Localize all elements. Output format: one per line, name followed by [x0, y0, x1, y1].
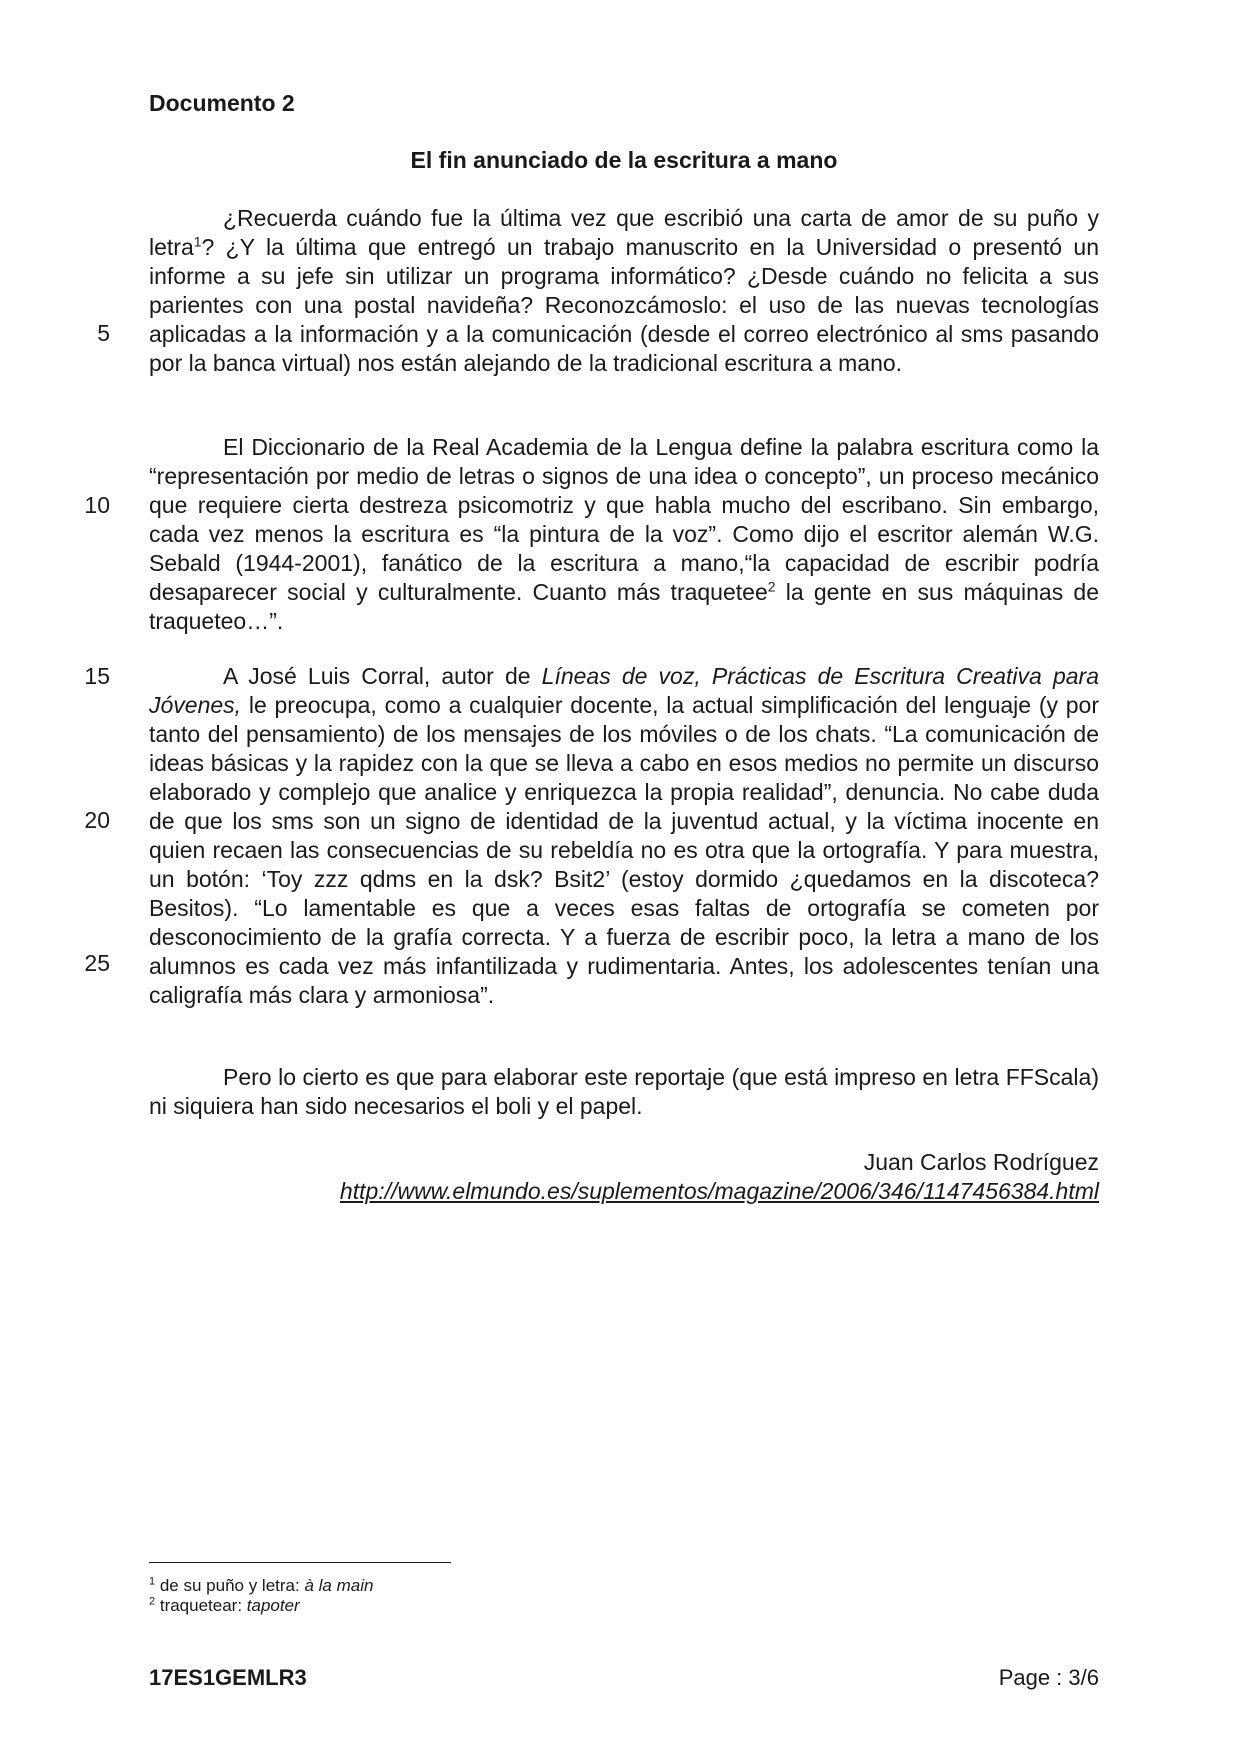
- paragraph-1: ¿Recuerda cuándo fue la última vez que escribió una carta de amor de su puño y letra$^1$? ¿Y la última que entregó un trabajo manuscrito en la Universidad o presentó un informe a su jefe sin utilizar un programa informático? ¿Desde cuándo no felicita a sus parientes con una postal navideña? Reconozcámoslo: el uso de las nuevas tecnologías aplicadas a la información y a la comunicación (desde el correo electrónico al sms pasando por la banca virtual) nos están alejando de la tradicional escritura a mano.: [149, 205, 1099, 376]
- footnote-2: $^2$ traquetear: tapoter: [149, 1595, 300, 1615]
- footnote-ref-2: 2: [767, 578, 776, 595]
- paragraph-2: El Diccionario de la Real Academia de la Lengua define la palabra escritura como la “representación por medio de letras o signos de una idea o concepto”, un proceso mecánico que requiere cierta destreza psicomotriz y que habla mucho del escribano. Sin embargo, cada vez menos la escritura es “la pintura de la voz”. Como dijo el escritor alemán W.G. Sebald (1944-2001), fanático de la escritura a mano,“la capacidad de escribir podría desaparecer social y culturalmente. Cuanto más traquetee$^2$ la gente en sus máquinas de traqueteo…”.: [149, 434, 1100, 634]
- author: Juan Carlos Rodríguez: [863, 1149, 1099, 1175]
- line-number: 20: [84, 807, 110, 833]
- book-title: Líneas de voz, Prácticas de Escritura Creativa para Jóvenes,: [149, 663, 1099, 718]
- line-number: 25: [84, 950, 110, 976]
- article-title: El fin anunciado de la escritura a mano: [410, 147, 838, 173]
- paragraph-4: Pero lo cierto es que para elaborar este reportaje (que está impreso en letra FFScala) ni siquiera han sido necesarios el boli y el papel.: [149, 1064, 1099, 1119]
- line-number: 15: [84, 663, 110, 689]
- document-code: 17ES1GEMLR3: [149, 1665, 307, 1690]
- line-number: 5: [97, 320, 110, 346]
- section-heading: Documento 2: [149, 90, 295, 116]
- paragraph-3: A José Luis Corral, autor de Líneas de voz, Prácticas de Escritura Creativa para Jóvenes, le preocupa, como a cualquier docente, la actual simplificación del lenguaje (y por tanto del pensamiento) de los mensajes de los móviles o de los chats. “La comunicación de ideas básicas y la rapidez con la que se lleva a cabo en esos medios no permite un discurso elaborado y complejo que analice y enriquezca la propia realidad”, denuncia. No cabe duda de que los sms son un signo de identidad de la juventud actual, y la víctima inocente en quien recaen las consecuencias de su rebeldía no es otra que la ortografía. Y para muestra, un botón: ‘Toy zzz qdms en la dsk? Bsit2’ (estoy dormido ¿quedamos en la discoteca? Besitos). “Lo lamentable es que a veces esas faltas de ortografía se cometen por desconocimiento de la grafía correcta. Y a fuerza de escribir poco, la letra a mano de los alumnos es cada vez más infantilizada y rudimentaria. Antes, los adolescentes tenían una caligrafía más clara y armoniosa”.: [149, 663, 1099, 1008]
- footnote-divider: [149, 1562, 451, 1563]
- page-number: Page : 3/6: [998, 1665, 1099, 1690]
- source-link[interactable]: http://www.elmundo.es/suplementos/magazine/2006/346/1147456384.html: [339, 1178, 1099, 1204]
- line-number: 10: [84, 492, 110, 518]
- footnote-ref-1: 1: [193, 233, 202, 250]
- footnote-1: $^1$ de su puño y letra: à la main: [149, 1575, 374, 1595]
